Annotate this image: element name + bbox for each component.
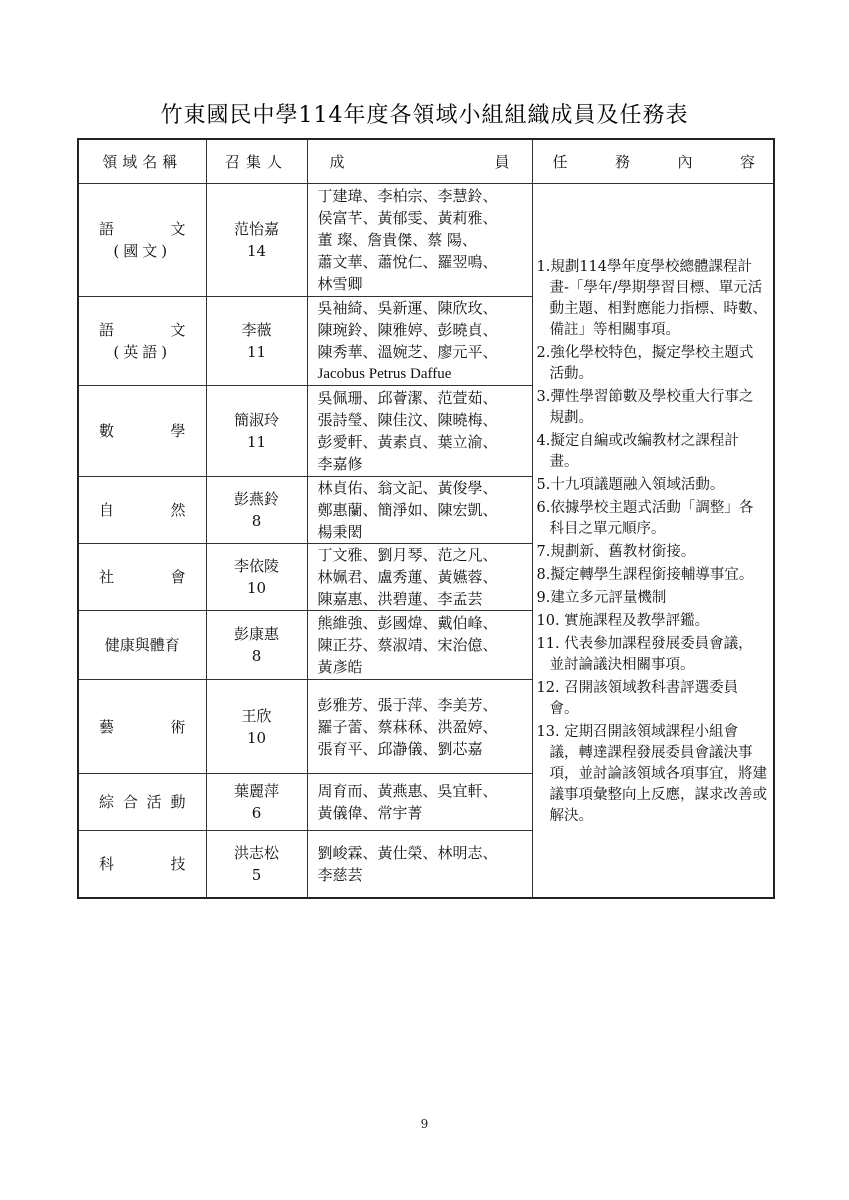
domain-cell <box>78 680 206 774</box>
domain-name: 健康與體育 <box>104 636 180 654</box>
header-tasks: 任務內容 <box>532 139 774 184</box>
domain-cell <box>78 184 206 297</box>
task-item: 6.依據學校主題式活動「調整」各科目之單元順序。 <box>536 500 754 538</box>
domain-cell <box>78 774 206 831</box>
convener-cell <box>206 680 307 774</box>
member-count: 14 <box>246 242 267 260</box>
members-line: 吳袖綺、吳新運、陳欣玫、 <box>317 299 498 317</box>
header-domain: 領域名稱 <box>78 139 206 184</box>
member-count: 8 <box>251 512 262 530</box>
members-line: 丁文雅、劉月琴、范之凡、 <box>317 546 498 564</box>
members-cell <box>307 477 532 544</box>
members-line: 陳正芬、蔡淑靖、宋治億、 <box>317 636 498 654</box>
members-cell <box>307 386 532 477</box>
domain-name: 語文 <box>99 321 186 339</box>
domain-cell <box>78 544 206 611</box>
convener-cell <box>206 477 307 544</box>
task-item: 10. 實施課程及教學評鑑。 <box>536 613 710 630</box>
members-cell <box>307 680 532 774</box>
task-item: 12. 召開該領域教科書評選委員會。 <box>536 680 739 718</box>
domain-cell <box>78 386 206 477</box>
convener-cell <box>206 386 307 477</box>
convener-name: 彭康惠 <box>233 625 279 643</box>
members-line: 楊秉閎 <box>317 523 363 541</box>
members-line: 周育而、黃燕惠、吳宜軒、 <box>317 782 498 800</box>
members-line: 林姵君、盧秀蓮、黃嬿蓉、 <box>317 568 498 586</box>
domain-cell <box>78 297 206 386</box>
members-line: 彭雅芳、張于萍、李美芳、 <box>317 695 498 714</box>
task-item: 7.規劃新、舊教材銜接。 <box>536 544 696 561</box>
domain-subname: (英語) <box>113 343 172 361</box>
header-members: 成員 <box>307 139 532 184</box>
members-line: 李嘉修 <box>317 455 363 473</box>
domain-name: 語文 <box>99 220 186 238</box>
task-item: 13. 定期召開該領域課程小組會議，轉達課程發展委員會議決事項，並討論該領域各項事宜，將建議事項彙整向上反應，謀求改善或解決。 <box>536 724 767 825</box>
task-item: 2.強化學校特色，擬定學校主題式活動。 <box>536 345 754 383</box>
convener-cell <box>206 774 307 831</box>
members-line: 吳佩珊、邱薈潔、范萱茹、 <box>317 389 498 407</box>
members-line: 彭愛軒、黃素貞、葉立渝、 <box>317 433 498 451</box>
member-count: 10 <box>246 579 267 597</box>
member-count: 11 <box>246 343 267 361</box>
members-cell <box>307 544 532 611</box>
convener-cell <box>206 297 307 386</box>
members-line: 張育平、邱瀞儀、劉芯嘉 <box>317 739 483 758</box>
convener-name: 簡淑玲 <box>233 411 279 429</box>
convener-name: 葉麗萍 <box>233 782 279 800</box>
convener-name: 李薇 <box>241 321 272 339</box>
domain-name: 藝術 <box>99 717 186 736</box>
table-row <box>78 184 774 297</box>
members-line: 侯富芊、黃郁雯、黃莉雅、 <box>317 209 498 227</box>
members-line: 林雪卿 <box>317 275 363 293</box>
task-item: 11. 代表參加課程發展委員會議，並討論議決相關事項。 <box>536 636 753 674</box>
members-line: 蕭文華、蕭悅仁、羅翌鳴、 <box>317 253 498 271</box>
task-item: 3.彈性學習節數及學校重大行事之規劃。 <box>536 389 754 427</box>
task-item: 4.擬定自編或改編教材之課程計畫。 <box>536 433 739 471</box>
members-line: 熊維強、彭國煒、戴伯峰、 <box>317 614 498 632</box>
tasks-cell <box>532 184 774 898</box>
members-line: 陳秀華、溫婉芝、廖元平、 <box>317 343 498 361</box>
domain-subname: (國文) <box>113 242 172 260</box>
convener-name: 范怡嘉 <box>233 220 279 238</box>
task-item: 9.建立多元評量機制 <box>536 590 667 607</box>
members-line: 鄭惠蘭、簡淨如、陳宏凱、 <box>317 501 498 519</box>
members-cell <box>307 297 532 386</box>
members-line: 黃儀偉、常宇菁 <box>317 804 423 822</box>
members-line: 黃彥皓 <box>317 658 363 676</box>
page-number: 9 <box>420 1117 429 1131</box>
member-count: 10 <box>246 728 267 747</box>
domain-name: 自然 <box>99 501 186 519</box>
task-item: 5.十九項議題融入領域活動。 <box>536 477 725 494</box>
convener-name: 李依陵 <box>233 557 279 575</box>
members-line: 陳嘉惠、洪碧蓮、李孟芸 <box>317 590 483 608</box>
members-line: 羅子蕾、蔡菻秝、洪盈婷、 <box>317 717 498 736</box>
domain-cell <box>78 611 206 680</box>
organization-table <box>77 138 775 899</box>
members-cell <box>307 831 532 898</box>
members-cell <box>307 774 532 831</box>
convener-cell <box>206 831 307 898</box>
domain-cell <box>78 831 206 898</box>
header-convener: 召集人 <box>206 139 307 184</box>
convener-name: 洪志松 <box>233 843 279 862</box>
convener-cell <box>206 184 307 297</box>
domain-name: 社會 <box>99 568 186 586</box>
members-line: 林貞佑、翁文記、黃俊學、 <box>317 479 498 497</box>
task-item: 1.規劃114學年度學校總體課程計畫-「學年/學期學習目標、單元活動主題、相對應能力指標、時數、備註」等相關事項。 <box>536 259 767 339</box>
domain-name: 綜合活動 <box>99 793 186 811</box>
members-line: Jacobus Petrus Daffue <box>317 366 452 382</box>
convener-cell <box>206 544 307 611</box>
member-count: 5 <box>251 865 262 884</box>
task-item: 8.擬定轉學生課程銜接輔導事宜。 <box>536 567 754 584</box>
members-cell <box>307 184 532 297</box>
domain-name: 科技 <box>99 854 186 873</box>
member-count: 8 <box>251 647 262 665</box>
domain-cell <box>78 477 206 544</box>
members-line: 李慈芸 <box>317 865 363 884</box>
table-header-row <box>78 139 774 184</box>
members-line: 董 璨、詹貴傑、蔡 陽、 <box>317 231 478 249</box>
members-line: 張詩瑩、陳佳汶、陳曉梅、 <box>317 411 498 429</box>
member-count: 6 <box>251 804 262 822</box>
members-line: 劉峻霖、黃仕榮、林明志、 <box>317 843 498 862</box>
members-line: 陳琬鈴、陳雅婷、彭曉貞、 <box>317 321 498 339</box>
page-title: 竹東國民中學114年度各領域小組組織成員及任務表 <box>160 103 689 128</box>
domain-name: 數學 <box>99 422 186 440</box>
member-count: 11 <box>246 433 267 451</box>
convener-name: 彭燕鈴 <box>233 490 279 508</box>
members-line: 丁建瑋、李柏宗、李慧鈴、 <box>317 187 498 205</box>
members-cell <box>307 611 532 680</box>
convener-name: 王欣 <box>241 706 272 725</box>
convener-cell <box>206 611 307 680</box>
